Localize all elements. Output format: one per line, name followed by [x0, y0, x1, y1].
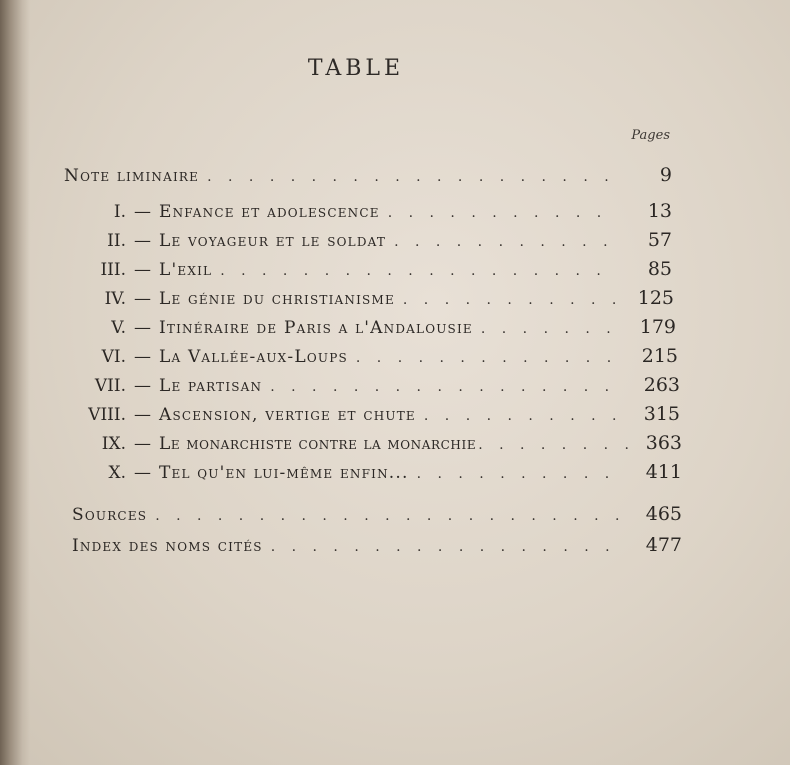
toc-entry-page: 179 — [639, 316, 676, 338]
toc-entry — [60, 258, 672, 286]
toc-entry — [60, 316, 676, 344]
toc-entry-title: Tel qu'en lui-même enfin... — [159, 463, 409, 483]
em-dash: — — [134, 202, 151, 222]
toc-entry-title: Le monarchiste contre la monarchie — [159, 434, 477, 454]
toc-entry-page: 13 — [647, 200, 672, 222]
toc-entry-page: 9 — [659, 164, 672, 186]
toc-entry-title: Le génie du christianisme — [159, 289, 395, 309]
toc-entry-title: Sources — [72, 505, 148, 525]
toc-entry-page: 215 — [641, 345, 678, 367]
toc-entry — [60, 403, 680, 431]
toc-entry-title: Itinéraire de Paris a l'Andalousie — [159, 318, 473, 338]
chapter-number: X. — [108, 463, 126, 483]
leader-dots — [271, 539, 624, 555]
chapter-number: II. — [107, 231, 126, 251]
toc-entry-page: 57 — [647, 229, 672, 251]
toc-entry — [60, 432, 682, 460]
leader-dots — [481, 321, 618, 337]
em-dash: — — [134, 347, 151, 367]
toc-entry-page: 125 — [637, 287, 674, 309]
em-dash: — — [134, 289, 151, 309]
chapter-number: IV. — [104, 289, 126, 309]
leader-dots — [478, 437, 630, 453]
toc-entry-page: 363 — [645, 432, 682, 454]
toc-entry — [60, 200, 672, 228]
toc-entry — [60, 461, 682, 489]
chapter-number: VI. — [101, 347, 126, 367]
toc-entry — [60, 345, 678, 373]
toc-entry-page: 411 — [645, 461, 682, 483]
toc-entry-page: 263 — [643, 374, 680, 396]
em-dash: — — [134, 405, 151, 425]
toc-entry-title: Ascension, vertige et chute — [159, 405, 416, 425]
page-title: TABLE — [307, 56, 405, 81]
em-dash: — — [134, 231, 151, 251]
leader-dots — [424, 408, 622, 424]
em-dash: — — [134, 434, 151, 454]
toc-entry-title: Note liminaire — [64, 166, 200, 186]
leader-dots — [270, 379, 622, 395]
leader-dots — [155, 508, 624, 524]
em-dash: — — [134, 260, 151, 280]
toc-entry-title: Index des noms cités — [72, 536, 263, 556]
toc-entry-page: 315 — [643, 403, 680, 425]
leader-dots — [403, 292, 616, 308]
em-dash: — — [134, 463, 151, 483]
toc-entry — [72, 503, 682, 531]
toc-entry — [60, 374, 680, 402]
chapter-number: IX. — [101, 434, 126, 454]
toc-entry-title: Le voyageur et le soldat — [159, 231, 387, 251]
toc-entry-title: Le partisan — [159, 376, 263, 396]
leader-dots — [220, 263, 614, 279]
toc-entry-page: 477 — [645, 534, 682, 556]
leader-dots — [394, 234, 614, 250]
em-dash: — — [134, 376, 151, 396]
toc-entry-page: 85 — [647, 258, 672, 280]
leader-dots — [207, 169, 614, 185]
toc-entry — [64, 164, 672, 192]
leader-dots — [356, 350, 620, 366]
toc-entry-title: La Vallée-aux-Loups — [159, 347, 348, 367]
book-binding — [0, 0, 30, 765]
toc-entry-title: Enfance et adolescence — [159, 202, 380, 222]
chapter-number: I. — [113, 202, 126, 222]
toc-entry — [72, 534, 682, 562]
chapter-number: VII. — [94, 376, 126, 396]
toc-entry-title: L'exil — [159, 260, 213, 280]
toc-entry — [60, 287, 674, 315]
chapter-number: V. — [111, 318, 126, 338]
chapter-number: VIII. — [88, 405, 126, 425]
leader-dots — [388, 205, 614, 221]
toc-entry — [60, 229, 672, 257]
toc-entry-page: 465 — [645, 503, 682, 525]
pages-column-label: Pages — [631, 128, 670, 143]
em-dash: — — [134, 318, 151, 338]
chapter-number: III. — [100, 260, 126, 280]
leader-dots — [417, 466, 624, 482]
